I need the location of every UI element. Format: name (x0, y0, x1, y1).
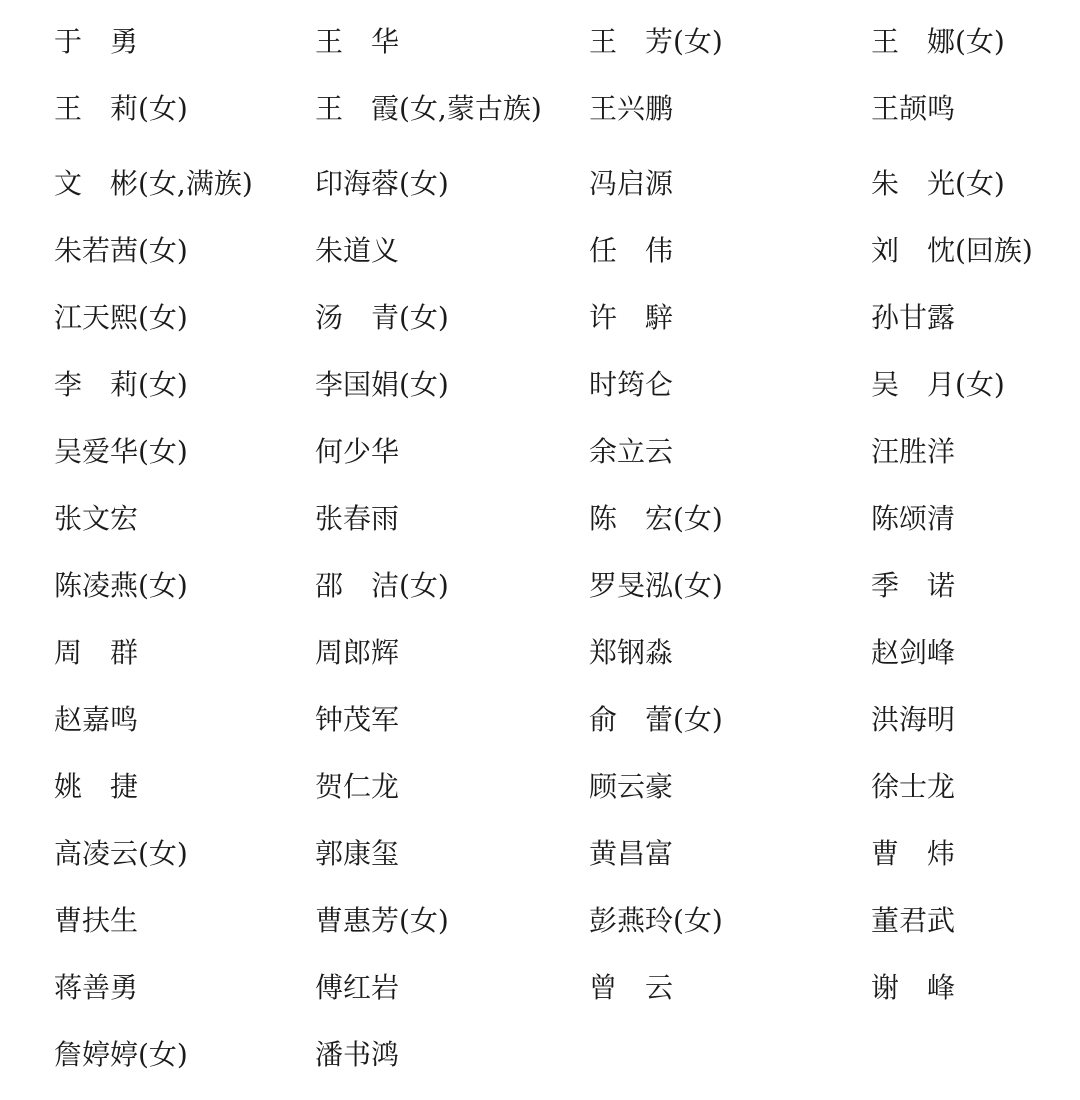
name-entry: 曾 云 (589, 971, 674, 1004)
name-entry: 董君武 (871, 904, 956, 937)
name-entry: 何少华 (315, 435, 400, 468)
name-entry: 彭燕玲(女) (589, 904, 723, 937)
name-entry: 任 伟 (589, 234, 674, 267)
name-entry: 张春雨 (315, 502, 400, 535)
name-entry: 汪胜洋 (871, 435, 956, 468)
name-entry: 洪海明 (871, 703, 956, 736)
name-entry: 朱道义 (315, 234, 400, 267)
name-entry: 于 勇 (54, 25, 139, 58)
name-entry: 江天熙(女) (54, 301, 188, 334)
name-entry: 贺仁龙 (315, 770, 400, 803)
name-entry: 印海蓉(女) (315, 167, 449, 200)
name-entry: 曹惠芳(女) (315, 904, 449, 937)
name-entry: 高凌云(女) (54, 837, 188, 870)
name-entry: 吴 月(女) (871, 368, 1005, 401)
name-entry: 邵 洁(女) (315, 569, 449, 602)
name-entry: 俞 蕾(女) (589, 703, 723, 736)
name-entry: 姚 捷 (54, 770, 139, 803)
name-entry: 李 莉(女) (54, 368, 188, 401)
name-entry: 汤 青(女) (315, 301, 449, 334)
name-entry: 曹扶生 (54, 904, 139, 937)
name-entry: 朱 光(女) (871, 167, 1005, 200)
name-entry: 蒋善勇 (54, 971, 139, 1004)
name-entry: 赵嘉鸣 (54, 703, 139, 736)
name-entry: 周郎辉 (315, 636, 400, 669)
name-entry: 陈凌燕(女) (54, 569, 188, 602)
name-entry: 王 娜(女) (871, 25, 1005, 58)
name-entry: 陈 宏(女) (589, 502, 723, 535)
name-entry: 谢 峰 (871, 971, 956, 1004)
name-entry: 陈颂清 (871, 502, 956, 535)
name-entry: 王 芳(女) (589, 25, 723, 58)
name-entry: 钟茂军 (315, 703, 400, 736)
name-entry: 徐士龙 (871, 770, 956, 803)
name-entry: 文 彬(女,满族) (54, 167, 253, 200)
name-entry: 张文宏 (54, 502, 139, 535)
name-entry: 顾云豪 (589, 770, 674, 803)
name-entry: 赵剑峰 (871, 636, 956, 669)
name-entry: 吴爱华(女) (54, 435, 188, 468)
name-entry: 冯启源 (589, 167, 674, 200)
name-entry: 黄昌富 (589, 837, 674, 870)
name-entry: 朱若茜(女) (54, 234, 188, 267)
name-entry: 孙甘露 (871, 301, 956, 334)
name-entry: 傅红岩 (315, 971, 400, 1004)
name-entry: 季 诺 (871, 569, 956, 602)
name-entry: 周 群 (54, 636, 139, 669)
name-entry: 刘 忱(回族) (871, 234, 1033, 267)
name-entry: 王 霞(女,蒙古族) (315, 92, 542, 125)
name-entry: 郭康玺 (315, 837, 400, 870)
name-entry: 许 騂 (589, 301, 674, 334)
name-entry: 时筠仑 (589, 368, 674, 401)
name-entry: 潘书鸿 (315, 1038, 400, 1071)
name-entry: 余立云 (589, 435, 674, 468)
name-entry: 王兴鹏 (589, 92, 674, 125)
name-entry: 王 莉(女) (54, 92, 188, 125)
name-entry: 郑钢淼 (589, 636, 674, 669)
names-list (54, 22, 1074, 1094)
name-entry: 詹婷婷(女) (54, 1038, 188, 1071)
name-entry: 王 华 (315, 25, 400, 58)
name-entry: 罗旻泓(女) (589, 569, 723, 602)
name-entry: 曹 炜 (871, 837, 956, 870)
name-entry: 王颉鸣 (871, 92, 956, 125)
name-entry: 李国娟(女) (315, 368, 449, 401)
